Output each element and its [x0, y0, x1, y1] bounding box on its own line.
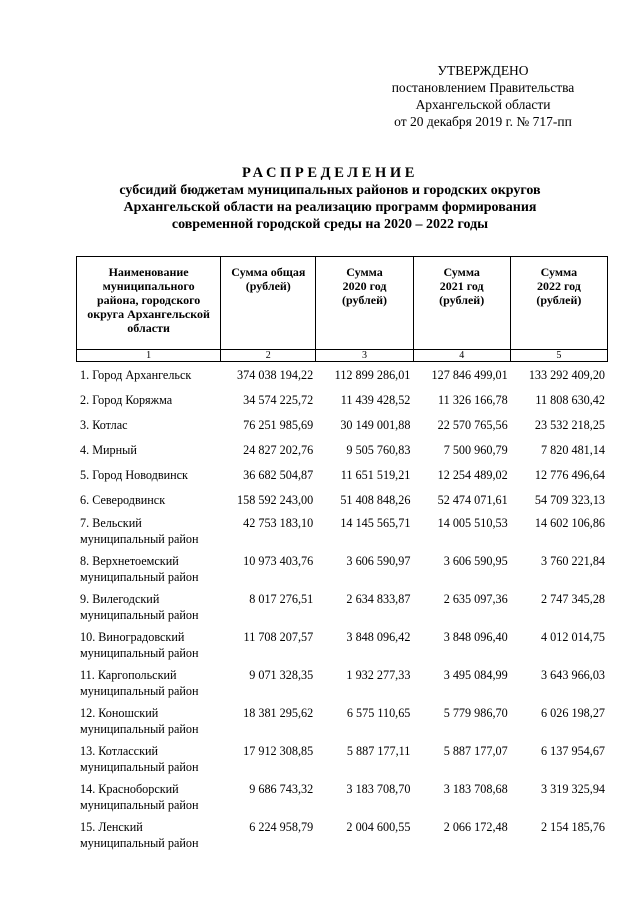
sum-total: 36 682 504,87 [243, 468, 314, 482]
column-header-line: Сумма общая [231, 265, 306, 279]
sum-2022: 3 319 325,94 [541, 782, 605, 796]
sum-2020: 3 183 708,70 [346, 782, 411, 796]
sum-total: 76 251 985,69 [243, 418, 314, 432]
column-header-line: муниципального [102, 279, 195, 293]
title-main: РАСПРЕДЕЛЕНИЕ [242, 165, 418, 181]
column-header-line: округа Архангельской [87, 307, 210, 321]
sum-2022: 12 776 496,64 [534, 468, 605, 482]
sum-2021: 2 635 097,36 [443, 592, 508, 606]
column-header-2 [221, 257, 316, 350]
column-header-line: (рублей) [245, 279, 291, 293]
municipality-name [76, 366, 221, 391]
sum-2020: 3 606 590,97 [346, 554, 411, 568]
municipality-name [76, 706, 221, 744]
document-title [60, 164, 600, 233]
municipality-name [76, 820, 221, 858]
sum-2022: 7 820 481,14 [541, 443, 605, 457]
sum-2021: 3 606 590,95 [443, 554, 508, 568]
sum-2021: 12 254 489,02 [437, 468, 508, 482]
table-row [76, 491, 608, 516]
municipality-name-line: 14. Красноборский [80, 782, 179, 796]
column-header-line: района, городского [96, 293, 201, 307]
municipality-name [76, 554, 221, 592]
table-header [76, 256, 608, 362]
municipality-name-line: муниципальный район [80, 569, 199, 584]
column-header-line: (рублей) [341, 293, 388, 307]
sum-2021: 3 495 084,99 [443, 668, 508, 682]
municipality-name-line: муниципальный район [80, 683, 199, 698]
municipality-name-line: 1. Город Архангельск [80, 368, 192, 382]
sum-2020: 2 004 600,55 [346, 820, 411, 834]
sum-2022: 4 012 014,75 [541, 630, 605, 644]
column-header-line: Сумма [346, 265, 383, 279]
sum-2020: 3 848 096,42 [346, 630, 411, 644]
sum-2021: 7 500 960,79 [443, 443, 508, 457]
sum-2021: 3 848 096,40 [443, 630, 508, 644]
sum-2021: 22 570 765,56 [437, 418, 508, 432]
sum-2020: 30 149 001,88 [340, 418, 411, 432]
column-header-line: Сумма [540, 265, 578, 279]
municipality-name-line: 11. Каргопольский [80, 668, 177, 682]
sum-2022: 6 026 198,27 [541, 706, 605, 720]
sum-2020: 9 505 760,83 [346, 443, 411, 457]
municipality-name-line: 5. Город Новодвинск [80, 468, 188, 482]
column-number: 3 [316, 350, 413, 362]
column-number-row [77, 350, 608, 362]
header-row [77, 257, 608, 350]
municipality-name [76, 466, 221, 491]
sum-total: 9 686 743,32 [249, 782, 314, 796]
table-row [76, 441, 608, 466]
approval-line-1: УТВЕРЖДЕНО [437, 63, 529, 78]
municipality-name-line: 8. Верхнетоемский [80, 554, 179, 568]
sum-2020: 5 887 177,11 [346, 744, 411, 758]
sum-total: 374 038 194,22 [237, 368, 314, 382]
table-row [76, 391, 608, 416]
table-row [76, 706, 608, 744]
municipality-name-line: муниципальный район [80, 645, 199, 660]
municipality-name-line: 10. Виноградовский [80, 630, 185, 644]
column-header-4 [413, 257, 510, 350]
sum-2020: 2 634 833,87 [346, 592, 411, 606]
sum-total: 8 017 276,51 [249, 592, 314, 606]
municipality-name [76, 416, 221, 441]
table-row [76, 366, 608, 391]
sum-2020: 1 932 277,33 [346, 668, 411, 682]
sum-total: 11 708 207,57 [243, 630, 314, 644]
column-header-line: области [127, 321, 170, 335]
table-body [76, 366, 608, 858]
approval-line-4: от 20 декабря 2019 г. № 717-пп [394, 114, 572, 129]
sum-2022: 6 137 954,67 [541, 744, 605, 758]
table-row [76, 820, 608, 858]
municipality-name-line: 12. Коношский [80, 706, 159, 720]
table-row [76, 744, 608, 782]
approval-stamp [378, 62, 588, 130]
column-header-5 [510, 257, 607, 350]
sum-total: 24 827 202,76 [243, 443, 314, 457]
title-sub-line-1: субсидий бюджетам муниципальных районов и городских округов [119, 183, 541, 198]
sum-2022: 3 643 966,03 [541, 668, 605, 682]
sum-2022: 14 602 106,86 [534, 516, 605, 530]
table-row [76, 592, 608, 630]
column-number: 1 [77, 350, 221, 362]
sum-total: 158 592 243,00 [237, 493, 314, 507]
column-header-line: (рублей) [439, 293, 485, 307]
municipality-name [76, 441, 221, 466]
municipality-name-line: 9. Вилегодский [80, 592, 160, 606]
sum-2021: 11 326 166,78 [438, 393, 508, 407]
municipality-name [76, 592, 221, 630]
municipality-name-line: 6. Северодвинск [80, 493, 166, 507]
column-header-line: 2021 год [439, 279, 484, 293]
title-sub-line-2: Архангельской области на реализацию программ формирования [123, 200, 537, 215]
sum-total: 17 912 308,85 [243, 744, 314, 758]
municipality-name-line: муниципальный район [80, 531, 199, 546]
column-header-line: Наименование [108, 265, 189, 279]
sum-2020: 11 651 519,21 [340, 468, 411, 482]
column-header-line: 2022 год [536, 279, 581, 293]
sum-2022: 2 154 185,76 [541, 820, 605, 834]
sum-2020: 11 439 428,52 [340, 393, 411, 407]
sum-2022: 11 808 630,42 [535, 393, 605, 407]
sum-total: 9 071 328,35 [249, 668, 314, 682]
sum-2022: 2 747 345,28 [541, 592, 605, 606]
sum-2021: 52 474 071,61 [437, 493, 508, 507]
sum-2022: 3 760 221,84 [541, 554, 605, 568]
sum-2021: 127 846 499,01 [431, 368, 508, 382]
column-header-line: (рублей) [536, 293, 582, 307]
sum-total: 34 574 225,72 [243, 393, 314, 407]
municipality-name [76, 668, 221, 706]
column-number: 4 [413, 350, 510, 362]
column-header-1 [77, 257, 221, 350]
municipality-name [76, 744, 221, 782]
table-row [76, 668, 608, 706]
municipality-name [76, 516, 221, 554]
sum-2021: 3 183 708,68 [443, 782, 508, 796]
sum-2022: 54 709 323,13 [534, 493, 605, 507]
municipality-name-line: муниципальный район [80, 759, 199, 774]
column-header-line: Сумма [443, 265, 480, 279]
sum-2021: 14 005 510,53 [437, 516, 508, 530]
table-row [76, 630, 608, 668]
sum-total: 6 224 958,79 [249, 820, 314, 834]
sum-2020: 112 899 286,01 [334, 368, 411, 382]
municipality-name-line: муниципальный район [80, 607, 199, 622]
municipality-name-line: муниципальный район [80, 835, 199, 850]
sum-2021: 5 779 986,70 [443, 706, 508, 720]
column-number: 2 [221, 350, 316, 362]
approval-line-3: Архангельской области [415, 97, 551, 112]
sum-total: 18 381 295,62 [243, 706, 314, 720]
title-subtitle [60, 182, 600, 233]
municipality-name [76, 391, 221, 416]
municipality-name-line: 4. Мирный [80, 443, 137, 457]
sum-2020: 14 145 565,71 [340, 516, 411, 530]
subsidy-table [76, 366, 608, 858]
table-row [76, 466, 608, 491]
column-header-3 [316, 257, 413, 350]
sum-2022: 133 292 409,20 [528, 368, 605, 382]
municipality-name-line: 13. Котласский [80, 744, 159, 758]
sum-2022: 23 532 218,25 [534, 418, 605, 432]
municipality-name [76, 630, 221, 668]
sum-total: 42 753 183,10 [243, 516, 314, 530]
table-row [76, 416, 608, 441]
title-sub-line-3: современной городской среды на 2020 – 2022 годы [171, 217, 489, 232]
municipality-name-line: 7. Вельский [80, 516, 142, 530]
municipality-name-line: 15. Ленский [80, 820, 143, 834]
sum-2021: 5 887 177,07 [443, 744, 508, 758]
sum-2021: 2 066 172,48 [443, 820, 508, 834]
sum-2020: 6 575 110,65 [346, 706, 411, 720]
sum-2020: 51 408 848,26 [340, 493, 411, 507]
column-number: 5 [510, 350, 607, 362]
municipality-name [76, 782, 221, 820]
municipality-name-line: муниципальный район [80, 797, 199, 812]
table-row [76, 516, 608, 554]
column-header-line: 2020 год [342, 279, 387, 293]
municipality-name-line: 2. Город Коряжма [80, 393, 173, 407]
approval-line-2: постановлением Правительства [391, 80, 575, 95]
municipality-name-line: 3. Котлас [80, 418, 128, 432]
sum-total: 10 973 403,76 [243, 554, 314, 568]
municipality-name-line: муниципальный район [80, 721, 199, 736]
table-row [76, 554, 608, 592]
municipality-name [76, 491, 221, 516]
table-row [76, 782, 608, 820]
